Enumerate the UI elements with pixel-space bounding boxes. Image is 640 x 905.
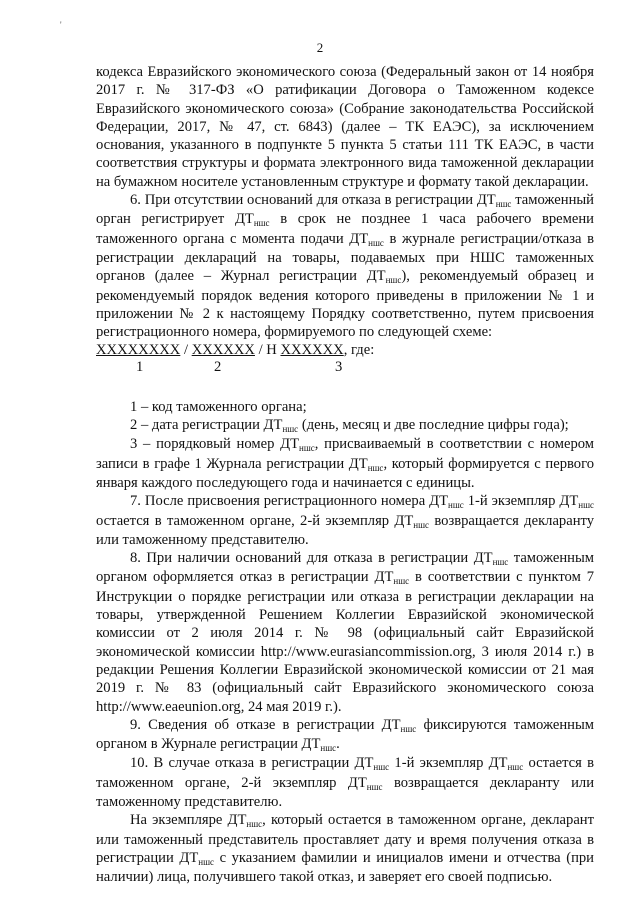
text-run: в журнале регистрации/отказа в регистрации деклараций на товары, подаваемых при НШС таможенных органов (далее – Журнал регистрации ДТ [96, 230, 594, 285]
schema-number-1: 1 [136, 358, 144, 375]
schema-part-2: XXXXXX [191, 342, 255, 359]
subscript-nshs: ншс [282, 424, 299, 435]
subscript-nshs: ншс [246, 819, 263, 830]
paragraph-9 [96, 716, 594, 755]
text-run: ), рекомендуемый образец и рекомендуемый порядок ведения которого приведены в приложении № 1 и приложении № 2 к настоящему Порядку соответственно, путем присвоения регистрационного номера, формируемого по следующей схеме: [96, 268, 594, 341]
subscript-nshs: ншс [253, 218, 270, 229]
text-run: (день, месяц и две последние цифры года); [298, 417, 569, 434]
schema-number-3: 3 [335, 358, 343, 375]
paragraph-10 [96, 754, 594, 811]
paragraph-11 [96, 811, 594, 886]
schema-numbers [96, 360, 594, 378]
subscript-nshs: ншс [413, 519, 430, 530]
subscript-nshs: ншс [393, 576, 410, 587]
text-run: 6. При отсутствии оснований для отказа в регистрации ДТ [130, 192, 496, 209]
text-run: таможенным органом оформляется отказ в регистрации ДТ [96, 550, 594, 586]
text-run: остается в таможенном органе, 2-й экземпляр ДТ [96, 512, 414, 529]
text-run: в соответствии с пунктом 7 Инструкции о порядке регистрации или отказа в регистрации декларации на товары, утвержденной Решением Коллегии Евразийской экономической комиссии от 2 июля 2014 г. № 98 (официальный сайт Евразийской экономической комиссии http://www.eurasiancommission.org, 3 июля 2014 г.) в редакции Решения Коллегии Евразийской экономической комиссии от 21 мая 2019 г. № 83 (официальный сайт Евразийского экономического союза http://www.eaeunion.org, 24 мая 2019 г.). [96, 569, 595, 715]
text-run: , который остается в таможенном органе, декларант или таможенный представитель проставляет дату и время получения отказа в регистрации ДТ [96, 812, 594, 866]
subscript-nshs: ншс [373, 762, 390, 773]
text-run: с указанием фамилии и инициалов имени и отчества (при наличии) лица, получившего такой отказ, и заверяет его своей подписью. [96, 849, 594, 886]
text-run: 9. Сведения об отказе в регистрации ДТ [130, 716, 401, 733]
subscript-nshs: ншс [366, 781, 383, 792]
subscript-nshs: ншс [578, 500, 594, 511]
schema-part-3: XXXXXX [280, 342, 344, 359]
subscript-nshs: ншс [299, 443, 315, 454]
subscript-nshs: ншс [320, 743, 337, 754]
schema-tail: , где: [343, 342, 375, 359]
schema-part-1: XXXXXXXX [96, 342, 181, 359]
legend-item-2 [96, 416, 594, 435]
registration-number-schema [96, 341, 594, 359]
text-run: . [336, 736, 340, 753]
subscript-nshs: ншс [400, 723, 417, 734]
text-run: 1-й экземпляр ДТ [389, 755, 508, 772]
text-run: 10. В случае отказа в регистрации ДТ [130, 755, 374, 772]
subscript-nshs: ншс [507, 762, 524, 773]
document-body [96, 63, 594, 886]
text-run: в срок не позднее 1 часа рабочего времени таможенного органа с момента подачи ДТ [96, 211, 594, 247]
text-run: 3 – порядковый номер ДТ [130, 436, 300, 453]
subscript-nshs: ншс [495, 199, 512, 210]
text-run: 8. При наличии оснований для отказа в регистрации ДТ [130, 550, 493, 567]
intro-paragraph: кодекса Евразийского экономического союза (Федеральный закон от 14 ноября 2017 г. № 317-ФЗ «О ратификации Договора о Таможенном кодексе Евразийского экономического союза» (Собрание законодательства Российской Федерации, 2017, № 47, ст. 6843) (далее – ТК ЕАЭС), за исключением основания, указанного в подпункте 5 пункта 5 статьи 111 ТК ЕАЭС, в части соответствия структуры и формата электронного вида таможенной декларации на бумажном носителе установленным структуре и формату такой декларации. [96, 64, 594, 190]
subscript-nshs: ншс [368, 237, 384, 248]
legend-item-1: 1 – код таможенного органа; [130, 398, 307, 415]
subscript-nshs: ншс [448, 500, 464, 511]
schema-separator: / Н [254, 342, 281, 359]
paragraph-6 [96, 191, 594, 341]
subscript-nshs: ншс [198, 856, 214, 867]
schema-number-2: 2 [214, 358, 222, 375]
text-run: 2 – дата регистрации ДТ [130, 417, 283, 434]
page-number: 2 [316, 40, 324, 55]
text-run: фиксируются таможенным органом в Журнале регистрации ДТ [96, 716, 594, 753]
text-run: 1-й экземпляр ДТ [463, 493, 579, 510]
text-run: возвращается декларанту или таможенному представителю. [96, 774, 595, 810]
subscript-nshs: ншс [385, 275, 402, 286]
text-run: , присваиваемый в соответствии с номером записи в графе 1 Журнала регистрации ДТ [96, 436, 594, 472]
text-run: остается в таможенном органе, 2-й экземпляр ДТ [96, 755, 595, 791]
paragraph-7 [96, 492, 594, 549]
paragraph-8 [96, 549, 594, 716]
text-run: , который формируется с первого января каждого последующего года и начинается с единицы. [96, 455, 594, 491]
legend-item-3 [96, 435, 594, 492]
text-run: На экземпляре ДТ [130, 812, 247, 829]
text-run: таможенный орган регистрирует ДТ [96, 192, 594, 228]
text-run: 7. После присвоения регистрационного номера ДТ [130, 493, 449, 510]
subscript-nshs: ншс [367, 462, 384, 473]
text-run: возвращается декларанту или таможенному представителю. [96, 512, 594, 548]
subscript-nshs: ншс [492, 557, 509, 568]
schema-separator: / [180, 342, 192, 359]
margin-mark: ' [60, 20, 62, 30]
